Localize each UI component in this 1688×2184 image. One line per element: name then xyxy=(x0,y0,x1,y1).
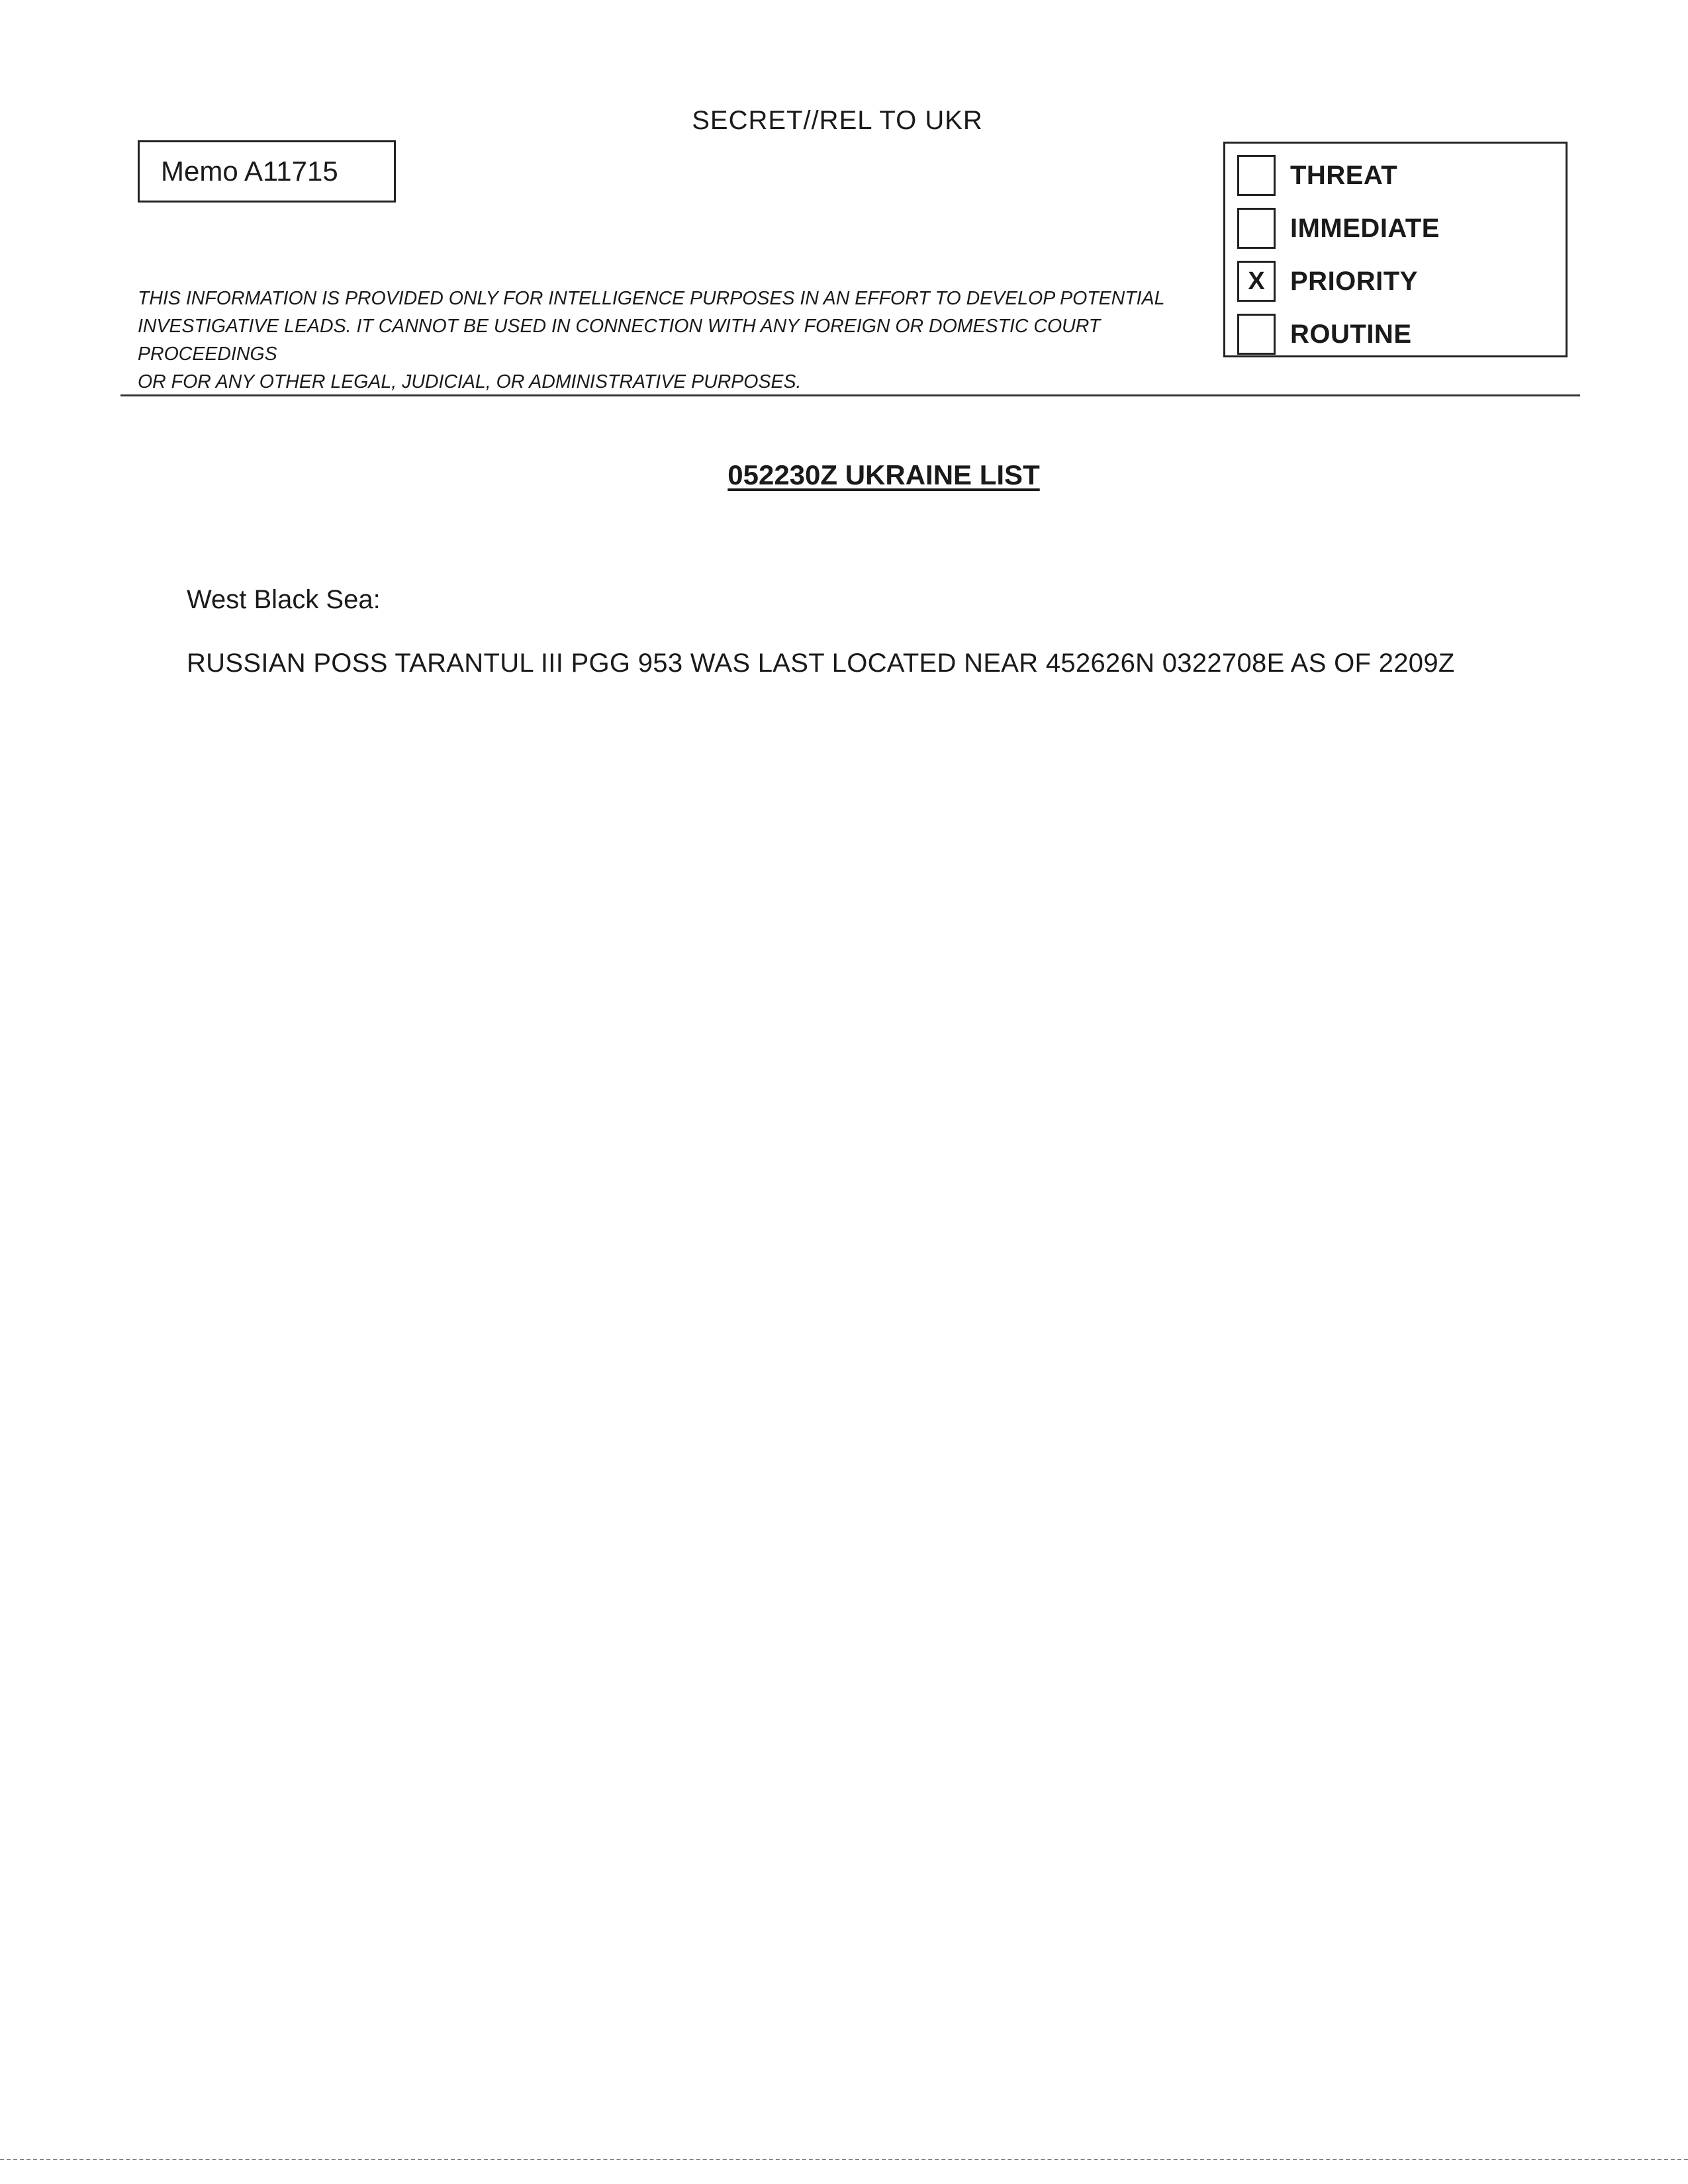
precedence-box xyxy=(1223,142,1568,357)
precedence-label-immediate: IMMEDIATE xyxy=(1290,213,1440,243)
memo-id-box: Memo A11715 xyxy=(138,140,396,203)
section-heading: West Black Sea: xyxy=(187,585,381,614)
precedence-row-routine xyxy=(1225,308,1566,361)
precedence-label-threat: THREAT xyxy=(1290,160,1398,190)
precedence-checkbox-immediate xyxy=(1237,208,1276,249)
classification-banner: SECRET//REL TO UKR xyxy=(692,106,983,135)
precedence-label-priority: PRIORITY xyxy=(1290,266,1418,296)
report-entry: RUSSIAN POSS TARANTUL III PGG 953 WAS LAST LOCATED NEAR 452626N 0322708E AS OF 2209Z xyxy=(187,649,1455,678)
precedence-row-threat xyxy=(1225,149,1566,202)
disclaimer-text: THIS INFORMATION IS PROVIDED ONLY FOR INTELLIGENCE PURPOSES IN AN EFFORT TO DEVELOP POTENTIAL INVESTIGATIVE LEADS. IT CANNOT BE USED IN CONNECTION WITH ANY FOREIGN OR DOMESTIC COURT PROCEEDINGS OR FOR ANY OTHER LEGAL, JUDICIAL, OR ADMINISTRATIVE PURPOSES. xyxy=(138,288,1165,392)
report-title: 052230Z UKRAINE LIST xyxy=(727,459,1040,490)
scan-edge-line xyxy=(0,2159,1688,2160)
header-divider xyxy=(120,394,1580,396)
precedence-label-routine: ROUTINE xyxy=(1290,319,1412,349)
precedence-checkbox-priority: X xyxy=(1237,261,1276,302)
precedence-checkbox-routine xyxy=(1237,314,1276,355)
precedence-checkbox-threat xyxy=(1237,155,1276,196)
precedence-row-priority xyxy=(1225,255,1566,308)
precedence-row-immediate xyxy=(1225,202,1566,255)
